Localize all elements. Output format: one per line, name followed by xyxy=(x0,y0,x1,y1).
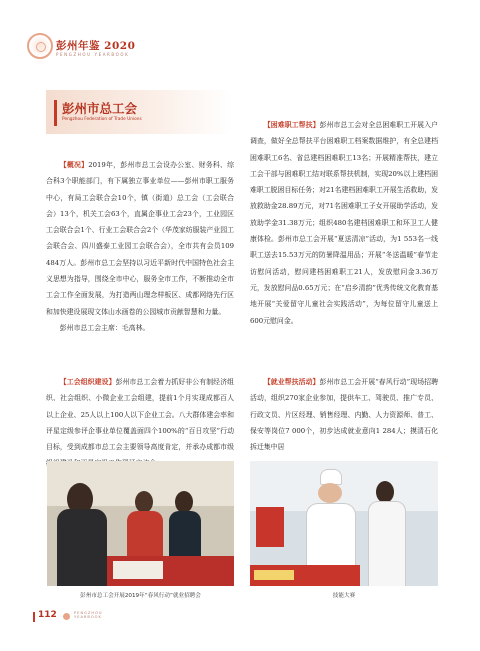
footer-logo-icon xyxy=(63,613,70,620)
employment-tag: 【就业帮扶活动】 xyxy=(263,378,320,386)
photo-caption-right: 技能大赛 xyxy=(332,593,356,599)
union-building-text: 彭州市总工会着力抓好非公有制经济组织、社会组织、小微企业工会组建，提前1个月实现成都百人以上企业、25人以上100人以下企业工会。八大群体建会率和评星定级参评企事业单位覆盖面四个100%的“百日攻坚”行动目标，受到成都市总工会主要领导高度肯定，并承办成都市级 xyxy=(46,378,235,452)
overview-tag: 【概况】 xyxy=(59,161,89,169)
footer-book-name-line1: PENGZHOU xyxy=(74,611,103,615)
skills-contest-photo xyxy=(250,461,438,586)
employment-text: 彭州市总工会开展“春风行动”现场招聘活动，组织270家企业参加，提供车工、驾驶员、推广专员、行政文员、片区经理、销售经理、内勤、人力资源师、普工、保安等岗位7 000个，初步达成就业意向1 284人；摸清石化拆迁集中居 xyxy=(250,378,439,452)
union-building-section xyxy=(46,374,234,472)
employment-section xyxy=(250,374,438,455)
chapter-title: 彭州市总工会 xyxy=(62,101,138,116)
footer-accent-bar xyxy=(33,612,35,622)
job-fair-photo xyxy=(47,461,234,586)
photo-caption-left: 彭州市总工会开展2019年“春风行动”就业招聘会 xyxy=(80,593,201,599)
page-footer xyxy=(0,607,480,651)
chapter-banner xyxy=(46,90,232,134)
yearbook-logo-icon xyxy=(27,33,53,59)
footer-book-name-line2: YEARBOOK xyxy=(74,615,102,620)
overview-text: 2019年，彭州市总工会设办公室、财务科、综合科3个职能部门，有下属独立事业单位——彭州市职工服务中心，有局工会联合会10个，镇（街道）总工会（工会联合会）13个，机关工会63个，直属企事业工会23个，工业园区工会联合会1个、行业工会联合会2个（华茂家纺服装产业园工会联合会、四川盛泰工业园工会联合会），全市共有会员109 484万人。彭州市总工会坚持以习近平新时代中国特色社会主义思想为指导，围绕全市中心，服务全市工作，不断推动全市工会工作全面发展，为打造两山理念样板区、成都网络先行区和加快建设展现文体山水画卷的公园城市贡献智慧和力量。 xyxy=(46,161,234,316)
hardship-tag: 【困难职工帮扶】 xyxy=(263,121,320,129)
chair-text: 彭州市总工会主席：毛高林。 xyxy=(59,323,150,332)
running-title: 彭州年鉴 2020 xyxy=(56,40,136,52)
page-number: 112 xyxy=(38,610,57,620)
union-building-tag: 【工会组织建设】 xyxy=(59,378,116,386)
hardship-section xyxy=(250,117,438,329)
running-subtitle: PENGZHOU YEARBOOK xyxy=(56,52,130,57)
footer-book-name xyxy=(74,611,103,620)
overview-section xyxy=(46,157,234,336)
banner-accent-bar xyxy=(54,100,57,126)
page-header xyxy=(0,0,480,60)
hardship-text: 彭州市总工会对全总困难职工开展入户调查，做好全总帮扶平台困难职工档案数据维护，有全总建档困难职工6名、省总建档困难职工13名；开展精准帮扶，建立工会干部与困难职工结对联系帮扶机制，实现20%以上建档困难职工脱困目标任务；对21名建档困难职工开展生活救助，发放救助金28.89万元，对71名困难职工子女开展助学活动，发放助学金31.38万元；组织480名建档困难职工和环卫工人健康体检。彭州市总工会开展“夏送清凉”活动，为1 553名一线职工送去15.53万元的防暑降温用品；开展“冬送温暖”春节走访慰问活动，慰问建档困难职工21人，发放慰问金3.36万元，发放慰问品0.65万元；在“启乡清韵”优秀传统文化教育基地开展“关爱留守儿童社会实践活动”，为每位留守儿童送上600元慰问金。 xyxy=(250,121,439,325)
chapter-subtitle: Pengzhou Federation of Trade Unions xyxy=(62,117,142,122)
